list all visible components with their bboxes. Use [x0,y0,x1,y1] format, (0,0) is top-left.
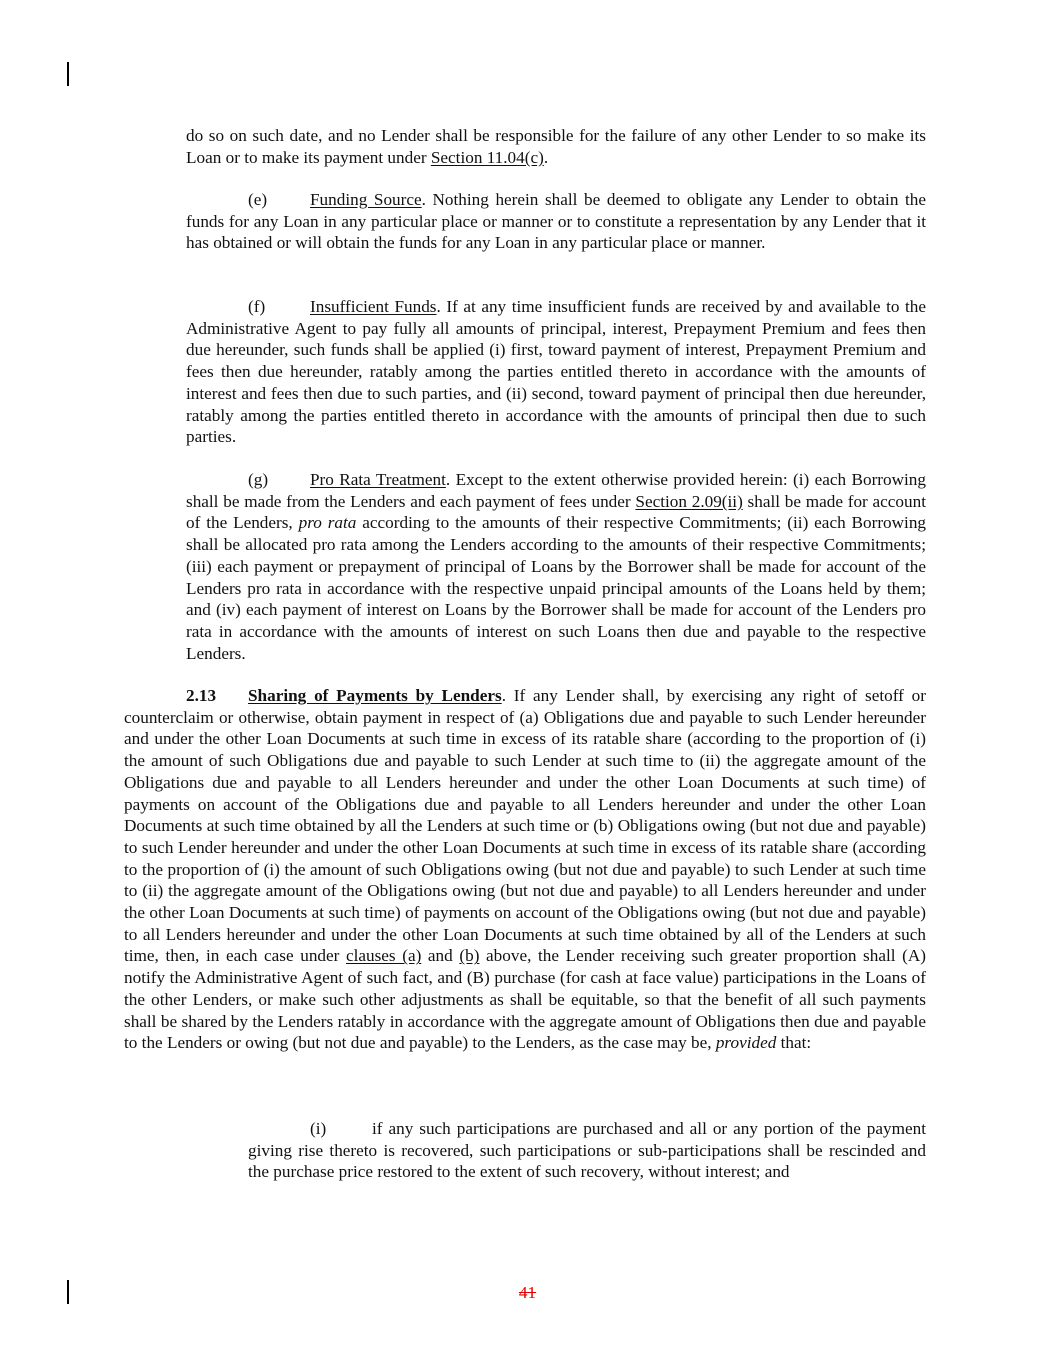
paragraph-label: (e) [248,190,268,209]
text-run: shall be made for account of the Lenders, [186,491,926,533]
paragraph-e-funding-source [186,189,926,254]
text-run: and [421,946,460,966]
change-bar-top [67,62,69,86]
underlined-reference: Funding Source [310,190,422,209]
clause-i-participations [248,1118,926,1183]
underlined-reference: Sharing of Payments by Lenders [248,686,502,705]
text-run: . Except to the extent otherwise provided herein: (i) each Borrowing shall be made from the Lenders and each payment of fees under [186,470,926,511]
page-number: 41 [518,1283,537,1302]
italic-text: pro rata [298,513,357,533]
text-run: that: [776,1033,812,1053]
section-2-13-sharing-of-payments [124,685,926,1054]
underlined-reference: Section 2.09(ii) [635,491,743,511]
text-run: . If at any time insufficient funds are received by and available to the Administrative Agent to pay fully all amounts of principal, interest, Prepayment Premium and fees then due hereunder, such funds shall be applied (i) first, toward payment of interest, Prepayment Premium and fees then due hereunder, ratably among the parties entitled thereto in accordance with the amounts of interest and fees then due to such parties, and (ii) second, toward payment of principal then due hereunder, ratably among the parties entitled thereto in accordance with the amounts of principal then due to such parties. [186,297,926,447]
text-run: above, the Lender receiving such greater proportion shall (A) notify the Administrative Agent of such fact, and (B) purchase (for cash at face value) participations in the Loans of the other Lenders, or make such other adjustments as shall be equitable, so that the benefit of all such payments shall be shared by the Lenders ratably in accordance with the aggregate amount of Obligations then due and payable to the Lenders or owing (but not due and payable) to the Lenders, as the case may be, [124,946,926,1053]
italic-text: provided [715,1033,777,1053]
paragraph-g-pro-rata [186,469,926,664]
text-run: . [543,147,549,167]
underlined-reference: (b) [459,946,480,966]
paragraph-continuation [186,125,926,168]
paragraph-label: (i) [310,1119,327,1138]
text-run: do so on such date, and no Lender shall be responsible for the failure of any other Lender to so make its Loan or to make its payment under [186,126,926,167]
underlined-reference: Pro Rata Treatment [310,470,446,489]
underlined-reference: clauses (a) [345,946,422,966]
paragraph-label: (g) [248,470,269,489]
text-run: if any such participations are purchased and all or any portion of the payment giving rise thereto is recovered, such participations or sub-participations shall be rescinded and the purchase price restored to the extent of such recovery, without interest; and [248,1119,926,1182]
paragraph-label: (f) [248,297,266,316]
underlined-reference: Section 11.04(c) [430,147,544,167]
underlined-reference: Insufficient Funds [310,297,437,316]
text-run: . Nothing herein shall be deemed to obligate any Lender to obtain the funds for any Loan in any particular place or manner or to constitute a representation by any Lender that it has obtained or will obtain the funds for any Loan in any particular place or manner. [186,190,926,253]
text-run: according to the amounts of their respective Commitments; (ii) each Borrowing shall be allocated pro rata among the Lenders according to the amounts of their respective Commitments; (iii) each payment or prepayment of principal of Loans by the Borrower shall be made for account of the Lenders pro rata in accordance with the respective unpaid principal amounts of the Loans held by them; and (iv) each payment of interest on Loans by the Borrower shall be made for account of the Lenders pro rata in accordance with the amounts of interest on such Loans then due and payable to the respective Lenders. [186,513,927,663]
text-run: . If any Lender shall, by exercising any right of setoff or counterclaim or otherwise, obtain payment in respect of (a) Obligations due and payable to such Lender hereunder and under the other Loan Documents at such time in excess of its ratable share (according to the proportion of (i) the amount of such Obligations due and payable to such Lender at such time to (ii) the aggregate amount of the Obligations due and payable to all Lenders hereunder and under the other Loan Documents at such time) of payments on account of the Obligations due and payable to all Lenders hereunder and under the other Loan Documents at such time obtained by all the Lenders at such time or (b) Obligations owing (but not due and payable) to such Lender hereunder and under the other Loan Documents at such time in excess of its ratable share (according to the proportion of (i) the amount of such Obligations owing (but not due and payable) to such Lender at such time to (ii) the aggregate amount of the Obligations owing (but not due and payable) to all Lenders hereunder and under the other Loan Documents at such time) of payments on account of the Obligations owing (but not due and payable) to all Lenders hereunder and under the other Loan Documents at such time obtained by all of the Lenders at such time, then, in each case under [124,686,926,966]
paragraph-label: 2.13 [186,686,217,705]
paragraph-f-insufficient-funds [186,296,926,448]
